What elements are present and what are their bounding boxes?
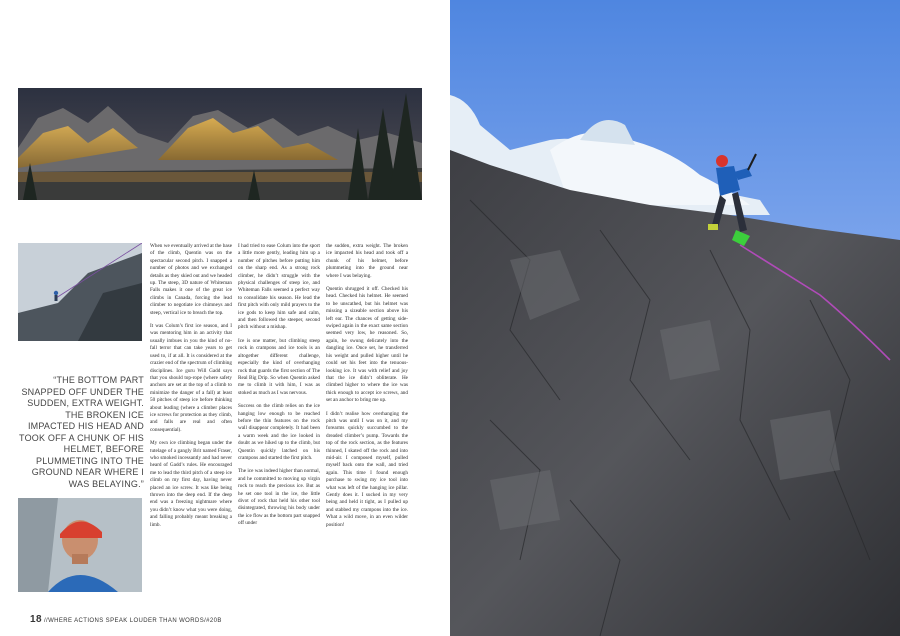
pull-quote: “THE BOTTOM PART SNAPPED OFF UNDER THE SUDDEN, EXTRA WEIGHT. THE BROKEN ICE IMPACTED HIS HEAD AND TOOK OFF A CHUNK OF HIS HELMET, BEFORE PLUMMETING INTO THE GROUND NEAR WHERE I WAS BELAYING.” <box>19 375 144 489</box>
paragraph: the sudden, extra weight. The broken ice impacted his head and took off a chunk of his helmet, before plummeting into the ground near where I was belaying. <box>326 243 408 279</box>
page-number: 18 <box>30 614 42 625</box>
paragraph: I had tried to ease Colum into the sport a little more gently, leading him up a number of pitches before putting him on the sharp end. As a strong rock climber, he didn’t struggle with the physical challenges of steep ice, and Whiteman Falls seemed a perfect way to consolidate his season. He lead the first pitch with only mild prayers to the ice gods to keep him safe and calm, and then followed the steeper, second pitch without a mishap. <box>238 243 320 331</box>
climber-portrait-photo <box>18 498 142 592</box>
article-column-1 <box>150 243 232 535</box>
paragraph: I didn’t realise how overhanging the pitch was until I was on it, and my forearms quickly succumbed to the dreaded climber’s pump. Towards the top of the rock section, as the features thinned, I skated off the rock and into mid-air. I composed myself, pulled myself back onto the wall, and tried again. This time I found enough purchase to swing my ice tool into what was left of the hanging ice pillar. Gently does it. I sucked in my very being and held it tight, as I pulled up and stabbed my crampons into the ice. What a wild move, in an even wilder position! <box>326 410 408 528</box>
paragraph: It was Colum’s first ice season, and I was mentoring him in an activity that usually imbues in you the kind of no-fall terror that can take years to get used to, if at all. It is considered at the crazier end of the spectrum of climbing disciplines. Ice guru Will Gadd says that you should top-rope (where safety anchors are set at the top of a climb to minimize the danger of a fall) at least 50 pitches of steep ice before thinking about leading (where a climber places ice screws for protection as they climb, and falls are real and often consequential). <box>150 323 232 433</box>
ice-climber-on-rock-wall-illustration <box>450 0 900 636</box>
right-page-climbing-photo <box>450 0 900 636</box>
mountain-panorama-illustration <box>18 88 422 200</box>
article-column-3 <box>326 243 408 535</box>
paragraph: Quentin shrugged it off. Checked his head. Checked his helmet. He seemed to be unscathed, but his helmet was missing a sizeable section above his left ear. The chances of getting side-swiped again in the exact same section seemed very low, he reasoned. So, again, he swung delicately into the dangling ice. Once set, he transferred his weight and pulled higher until he could set his feet into the tenuous-looking ice. It was with relief and joy that the ice didn’t obliterate. He climbed higher to where the ice was thick enough to accept ice screws, and set an anchor to bring me up. <box>326 286 408 404</box>
mountain-panorama-photo <box>18 88 422 200</box>
climber-on-rope-illustration <box>18 243 142 341</box>
page-footer <box>30 614 222 625</box>
running-title: //WHERE ACTIONS SPEAK LOUDER THAN WORDS/#20B <box>43 618 222 624</box>
paragraph: When we eventually arrived at the base of the climb, Quentin was on the spectacular second pitch. I snapped a number of photos and we exchanged details as they skied out and we headed up. The steep, 3D nature of Whiteman Falls makes it one of the great ice climbs in Canada, forcing the lead climber to negotiate ice chimneys and steep, vertical ice to breach the top. <box>150 243 232 316</box>
climber-portrait-illustration <box>18 498 142 592</box>
paragraph: Success on the climb relies on the ice hanging low enough to be reached before the thin features on the rock wall disappear completely. It had been a warm week and the ice looked in doubt as we hiked up to the climb, but Quentin quickly latched on his crampons and started the first pitch. <box>238 403 320 461</box>
climber-on-rope-photo <box>18 243 142 341</box>
paragraph: My own ice climbing began under the tutelage of a gangly Brit named Fraser, who smoked incessantly and had never heard of Gadd’s rules. He encouraged me to lead the third pitch of a steep ice climb on my first day, having never placed an ice screw. It was like being thrown into the deep end. If the deep end was a freezing nightmare where you didn’t know what you were doing, and falling probably meant breaking a limb. <box>150 440 232 528</box>
paragraph: The ice was indeed higher than normal, and he committed to moving up virgin rock to reach the precious ice. But as he set one tool in the ice, the little divot of rock that held his other tool disintegrated, throwing his body under the ice flow as the bottom part snapped off under <box>238 468 320 527</box>
paragraph: Ice is one matter, but climbing steep rock in crampons and ice tools is an altogether different challenge, especially the kind of overhanging rock that guards the first section of The Real Big Drip. So when Quentin asked me to climb it with him, I was as stoked as much as I was nervous. <box>238 337 320 396</box>
article-column-2 <box>238 243 320 534</box>
